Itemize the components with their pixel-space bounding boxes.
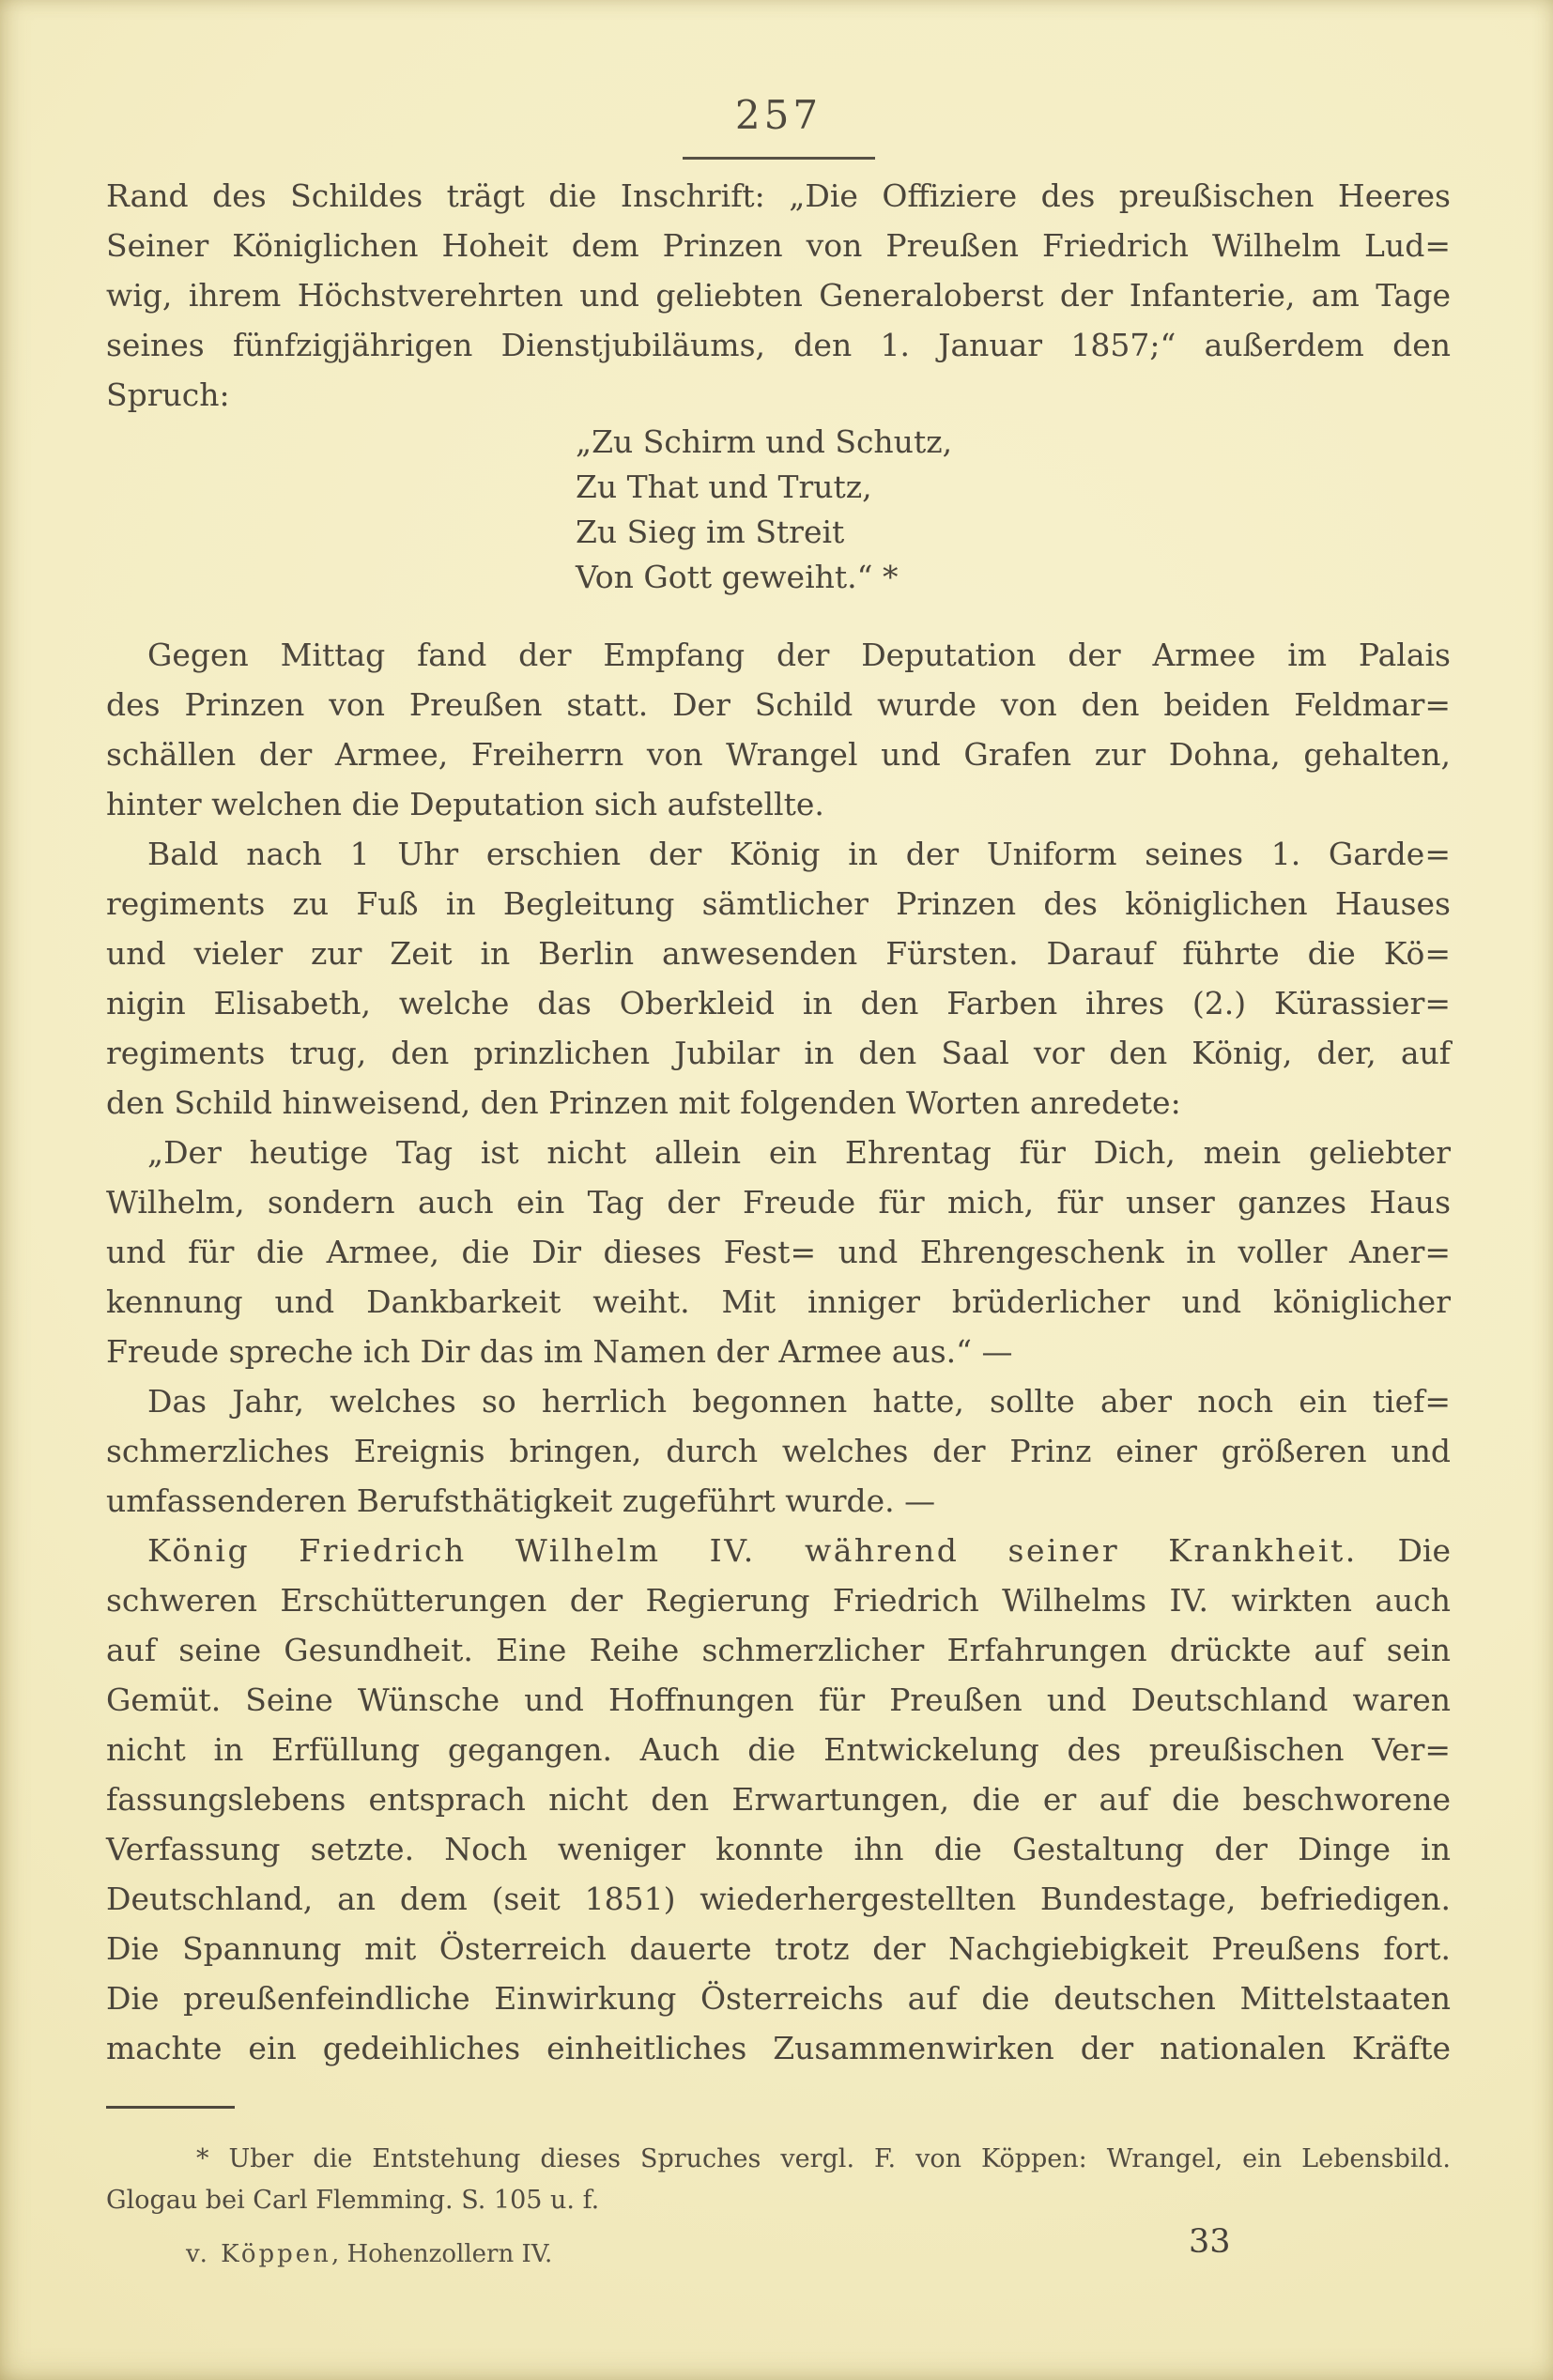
text-line: umfassenderen Berufsthätigkeit zugeführt wurde. — xyxy=(106,1482,936,1519)
text-line: nigin Elisabeth, welche das Oberkleid in den Farben ihres (2.) Kürassier= xyxy=(106,985,1451,1021)
paragraph-2 xyxy=(106,630,1451,829)
text-line: Das Jahr, welches so herrlich begonnen hatte, sollte aber noch ein tief= xyxy=(147,1383,1451,1420)
paragraph-1 xyxy=(106,171,1451,420)
footnote xyxy=(106,2139,1451,2221)
author-signature: v. Köppen xyxy=(186,2240,331,2268)
footnote-line: Glogau bei Carl Flemming. S. 105 u. f. xyxy=(106,2186,600,2215)
text-line: Seiner Königlichen Hoheit dem Prinzen von Preußen Friedrich Wilhelm Lud= xyxy=(106,227,1451,264)
verse-line: Zu That und Trutz, xyxy=(576,468,872,505)
text-line: schällen der Armee, Freiherrn von Wrangel und Grafen zur Dohna, gehalten, xyxy=(106,736,1451,773)
text-line: Spruch: xyxy=(106,376,230,413)
header-rule xyxy=(683,157,875,160)
text-line: Wilhelm, sondern auch ein Tag der Freude für mich, für unser ganzes Haus xyxy=(106,1184,1451,1221)
paragraph-6 xyxy=(106,1526,1451,2073)
paragraph-5 xyxy=(106,1376,1451,1526)
text-line: Gemüt. Seine Wünsche und Hoffnungen für Preußen und Deutschland waren xyxy=(106,1681,1451,1718)
footnote-line: * Uber die Entstehung dieses Spruches vergl. F. von Köppen: Wrangel, ein Lebensbild. xyxy=(196,2144,1451,2173)
text-line: Deutschland, an dem (seit 1851) wiederhergestellten Bundestage, befriedigen. xyxy=(106,1881,1451,1917)
text-line xyxy=(106,1526,1451,1575)
footnote-rule xyxy=(106,2106,235,2109)
text-line: Rand des Schildes trägt die Inschrift: „Die Offiziere des preußischen Heeres xyxy=(106,177,1451,214)
text-line: und vieler zur Zeit in Berlin anwesenden Fürsten. Darauf führte die Kö= xyxy=(106,935,1451,972)
signature-title: , Hohenzollern IV. xyxy=(331,2240,553,2268)
verse-line: „Zu Schirm und Schutz, xyxy=(576,423,953,460)
paragraph-3 xyxy=(106,829,1451,1128)
text-line: wig, ihrem Höchstverehrten und geliebten Generaloberst der Infanterie, am Tage xyxy=(106,277,1451,314)
text-line: Gegen Mittag fand der Empfang der Deputation der Armee im Palais xyxy=(147,637,1451,673)
text-line: nicht in Erfüllung gegangen. Auch die Entwickelung des preußischen Ver= xyxy=(106,1731,1451,1768)
text-line: Verfassung setzte. Noch weniger konnte ihn die Gestaltung der Dinge in xyxy=(106,1831,1451,1867)
text-line: auf seine Gesundheit. Eine Reihe schmerzlicher Erfahrungen drückte auf sein xyxy=(106,1632,1451,1668)
page-number: 257 xyxy=(734,92,823,138)
text-line: schmerzliches Ereignis bringen, durch welches der Prinz einer größeren und xyxy=(106,1433,1451,1469)
text-line: seines fünfzigjährigen Dienstjubiläums, den 1. Januar 1857;“ außerdem den xyxy=(106,327,1451,363)
text-line: Freude spreche ich Dir das im Namen der Armee aus.“ — xyxy=(106,1333,1013,1370)
paragraph-4 xyxy=(106,1128,1451,1376)
text-line: und für die Armee, die Dir dieses Fest= und Ehrengeschenk in voller Aner= xyxy=(106,1234,1451,1270)
page-header xyxy=(106,92,1451,160)
section-heading: König Friedrich Wilhelm IV. während seiner Krankheit. xyxy=(147,1532,1358,1569)
body-text xyxy=(106,171,1451,2073)
text-line: kennung und Dankbarkeit weiht. Mit inniger brüderlicher und königlicher xyxy=(106,1283,1451,1320)
text-line: Die preußenfeindliche Einwirkung Österreichs auf die deutschen Mittelstaaten xyxy=(106,1980,1451,2017)
text-line: hinter welchen die Deputation sich aufstellte. xyxy=(106,786,824,822)
sheet-number: 33 xyxy=(1189,2223,1231,2261)
verse-block xyxy=(576,420,1451,600)
verse-line: Von Gott geweiht.“ * xyxy=(576,559,899,595)
text-line: regiments trug, den prinzlichen Jubilar in den Saal vor den König, der, auf xyxy=(106,1035,1451,1071)
text-line: machte ein gedeihliches einheitliches Zusammenwirken der nationalen Kräfte xyxy=(106,2030,1451,2066)
text-line: Die Spannung mit Österreich dauerte trotz der Nachgiebigkeit Preußens fort. xyxy=(106,1930,1451,1967)
text-line: Bald nach 1 Uhr erschien der König in der Uniform seines 1. Garde= xyxy=(147,836,1451,872)
text-line: regiments zu Fuß in Begleitung sämtlicher Prinzen des königlichen Hauses xyxy=(106,885,1451,922)
text-line: des Prinzen von Preußen statt. Der Schild wurde von den beiden Feldmar= xyxy=(106,686,1451,723)
text-line: fassungslebens entsprach nicht den Erwartungen, die er auf die beschworene xyxy=(106,1781,1451,1818)
verse-line: Zu Sieg im Streit xyxy=(576,514,845,550)
text-line: den Schild hinweisend, den Prinzen mit folgenden Worten anredete: xyxy=(106,1084,1181,1121)
text-line: schweren Erschütterungen der Regierung Friedrich Wilhelms IV. wirkten auch xyxy=(106,1582,1451,1619)
signature-line xyxy=(186,2240,552,2268)
text-line: „Der heutige Tag ist nicht allein ein Ehrentag für Dich, mein geliebter xyxy=(147,1134,1451,1171)
text-run: Die xyxy=(1397,1532,1451,1569)
